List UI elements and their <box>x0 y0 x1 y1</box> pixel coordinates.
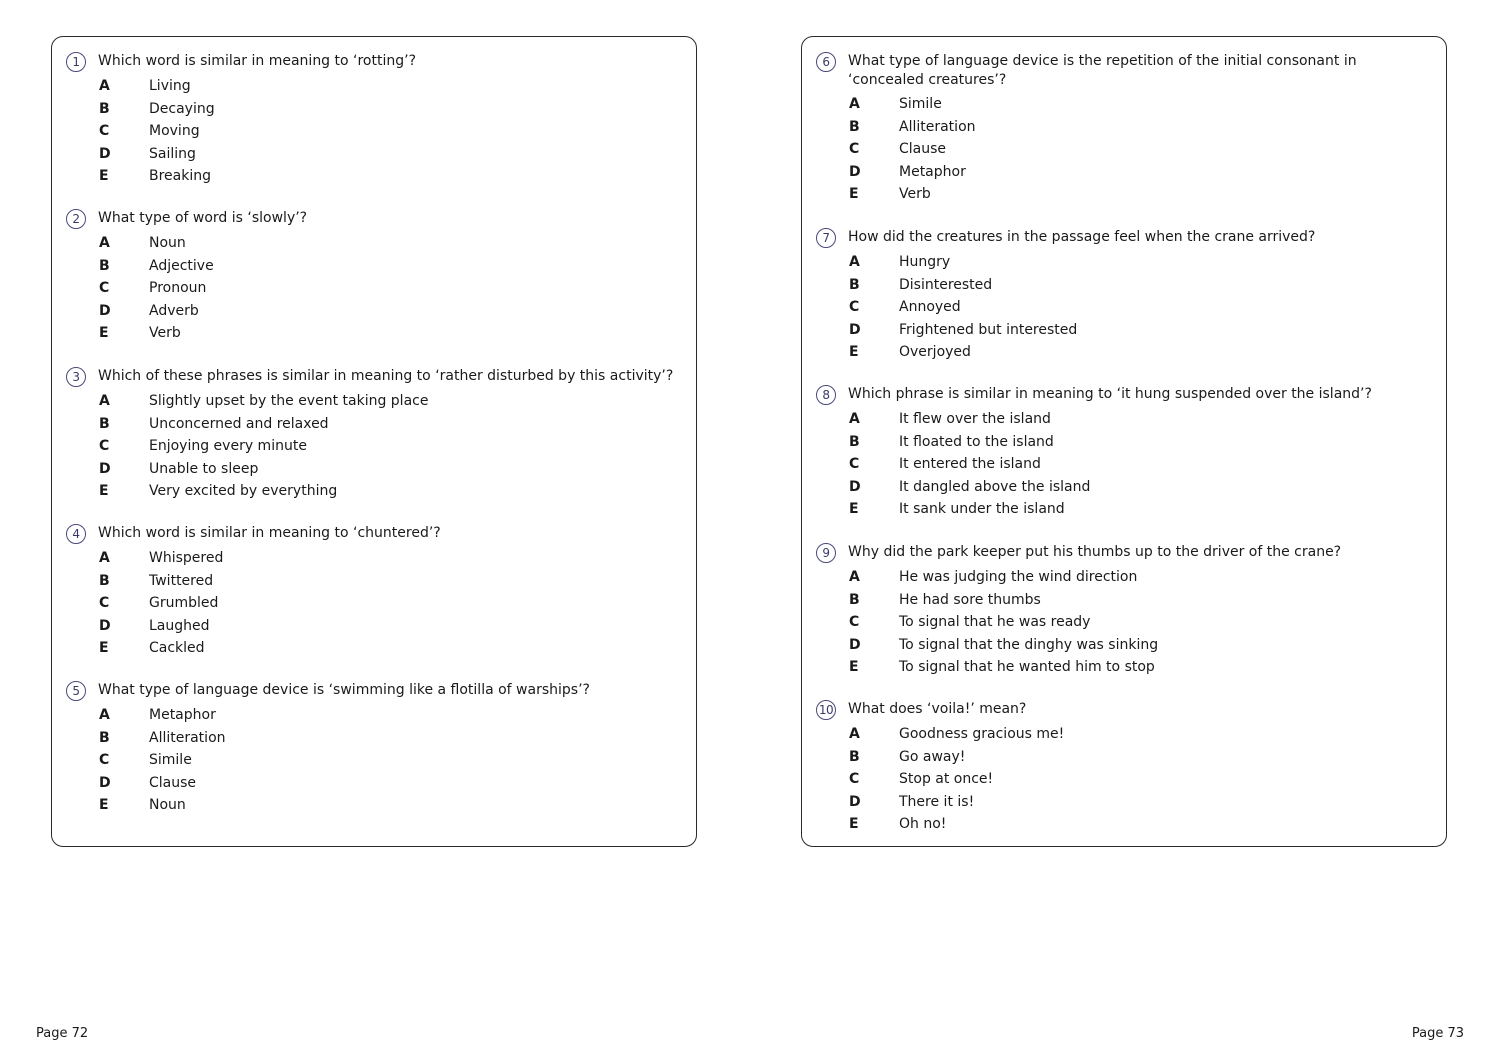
answer-option <box>816 813 1426 836</box>
option-letter: D <box>849 793 861 810</box>
option-letter: A <box>849 254 860 271</box>
answer-option <box>816 589 1426 612</box>
option-text: Laughed <box>149 617 210 634</box>
option-text: Pronoun <box>149 280 207 297</box>
option-text: Decaying <box>149 100 215 117</box>
question-number-badge: 8 <box>816 385 836 405</box>
option-letter: C <box>99 123 110 140</box>
option-letter: D <box>99 774 111 791</box>
question-5 <box>66 681 676 817</box>
option-letter: A <box>849 411 860 428</box>
option-letter: D <box>849 478 861 495</box>
question-text: What does ‘voila!’ mean? <box>848 701 1027 717</box>
answer-option <box>816 408 1426 431</box>
option-letter: A <box>99 393 110 410</box>
question-text: Which of these phrases is similar in meaning to ‘rather disturbed by this activity’? <box>98 368 674 384</box>
option-text: Metaphor <box>899 163 966 180</box>
option-letter: D <box>99 460 111 477</box>
option-text: Hungry <box>899 254 951 271</box>
question-text: What type of word is ‘slowly’? <box>98 210 308 226</box>
answer-option <box>816 116 1426 139</box>
question-text: Why did the park keeper put his thumbs up to the driver of the crane? <box>848 544 1342 560</box>
option-text: Verb <box>149 325 181 342</box>
answer-option <box>66 277 676 300</box>
option-letter: C <box>99 595 110 612</box>
option-letter: E <box>99 168 109 185</box>
answer-option <box>816 251 1426 274</box>
option-text: Whispered <box>149 550 224 567</box>
answer-option <box>66 592 676 615</box>
question-2 <box>66 209 676 345</box>
option-letter: B <box>99 415 110 432</box>
question-number-badge: 10 <box>816 700 836 720</box>
option-letter: A <box>849 569 860 586</box>
option-text: Metaphor <box>149 707 216 724</box>
question-1 <box>66 52 676 188</box>
answer-option <box>816 768 1426 791</box>
option-letter: D <box>99 302 111 319</box>
option-text: Noun <box>149 797 186 814</box>
question-text: What type of language device is ‘swimming like a flotilla of warships’? <box>98 682 590 698</box>
option-text: Annoyed <box>899 299 961 316</box>
question-8 <box>816 385 1426 521</box>
option-text: He was judging the wind direction <box>899 569 1138 586</box>
answer-option <box>816 746 1426 769</box>
option-letter: D <box>849 636 861 653</box>
answer-option <box>66 255 676 278</box>
option-letter: D <box>849 163 861 180</box>
question-9 <box>816 543 1426 679</box>
answer-option <box>66 570 676 593</box>
question-6 <box>816 52 1426 206</box>
page-number-right: Page 73 <box>1411 1026 1464 1041</box>
option-text: Oh no! <box>899 816 947 833</box>
option-text: Twittered <box>149 572 214 589</box>
answer-option <box>816 453 1426 476</box>
question-number-badge: 1 <box>66 52 86 72</box>
option-letter: C <box>849 614 860 631</box>
option-text: Unable to sleep <box>149 460 259 477</box>
answer-option <box>816 341 1426 364</box>
option-letter: C <box>99 438 110 455</box>
option-text: Go away! <box>899 748 966 765</box>
answer-option <box>66 98 676 121</box>
answer-option <box>66 390 676 413</box>
answer-option <box>66 75 676 98</box>
answer-option <box>816 274 1426 297</box>
option-letter: C <box>849 771 860 788</box>
answer-option <box>66 143 676 166</box>
option-letter: E <box>99 797 109 814</box>
option-text: Stop at once! <box>899 771 994 788</box>
option-text: To signal that the dinghy was sinking <box>899 636 1159 653</box>
answer-option <box>66 458 676 481</box>
option-letter: E <box>99 325 109 342</box>
option-letter: D <box>99 145 111 162</box>
option-letter: B <box>99 729 110 746</box>
option-letter: E <box>99 640 109 657</box>
answer-option <box>66 727 676 750</box>
option-text: He had sore thumbs <box>899 591 1041 608</box>
answer-option <box>66 615 676 638</box>
option-text: Clause <box>899 141 947 158</box>
question-text: Which word is similar in meaning to ‘rotting’? <box>98 53 417 69</box>
answer-option <box>816 723 1426 746</box>
option-letter: E <box>849 659 859 676</box>
answer-option <box>816 138 1426 161</box>
answer-option <box>66 413 676 436</box>
answer-option <box>816 183 1426 206</box>
question-text: Which phrase is similar in meaning to ‘it hung suspended over the island’? <box>848 386 1372 402</box>
option-letter: A <box>99 707 110 724</box>
question-number-badge: 2 <box>66 209 86 229</box>
answer-option <box>66 637 676 660</box>
question-number-badge: 3 <box>66 367 86 387</box>
option-text: Breaking <box>149 168 212 185</box>
answer-option <box>66 120 676 143</box>
option-letter: B <box>849 748 860 765</box>
answer-option <box>66 704 676 727</box>
answer-option <box>816 93 1426 116</box>
answer-option <box>816 656 1426 679</box>
question-4 <box>66 524 676 660</box>
question-number-badge: 6 <box>816 52 836 72</box>
answer-option <box>66 165 676 188</box>
option-text: Grumbled <box>149 595 219 612</box>
answer-option <box>66 480 676 503</box>
option-letter: E <box>849 501 859 518</box>
answer-option <box>816 611 1426 634</box>
question-10 <box>816 700 1426 836</box>
option-text: Frightened but interested <box>899 321 1078 338</box>
answer-option <box>66 794 676 817</box>
answer-option <box>66 547 676 570</box>
option-text: Adverb <box>149 302 199 319</box>
option-letter: A <box>99 78 110 95</box>
option-letter: A <box>849 96 860 113</box>
questions-panel-right <box>801 36 1447 847</box>
option-letter: E <box>849 344 859 361</box>
option-letter: B <box>99 257 110 274</box>
question-text: Which word is similar in meaning to ‘chuntered’? <box>98 525 441 541</box>
answer-option <box>816 296 1426 319</box>
option-text: Alliteration <box>899 118 976 135</box>
option-letter: B <box>99 100 110 117</box>
option-letter: D <box>99 617 111 634</box>
option-letter: A <box>99 235 110 252</box>
option-text: Overjoyed <box>899 344 971 361</box>
option-letter: B <box>99 572 110 589</box>
option-text: It sank under the island <box>899 501 1065 518</box>
option-text: Cackled <box>149 640 205 657</box>
option-text: Slightly upset by the event taking place <box>149 393 429 410</box>
option-letter: C <box>849 141 860 158</box>
option-text: Moving <box>149 123 200 140</box>
answer-option <box>816 791 1426 814</box>
option-letter: C <box>849 299 860 316</box>
option-letter: D <box>849 321 861 338</box>
answer-option <box>66 322 676 345</box>
answer-option <box>816 566 1426 589</box>
questions-panel-left <box>51 36 697 847</box>
option-letter: C <box>99 280 110 297</box>
option-text: Adjective <box>149 257 214 274</box>
option-letter: B <box>849 118 860 135</box>
option-letter: A <box>99 550 110 567</box>
question-text: How did the creatures in the passage feel when the crane arrived? <box>848 229 1316 245</box>
question-7 <box>816 228 1426 364</box>
option-text: Living <box>149 78 191 95</box>
option-text: To signal that he wanted him to stop <box>899 659 1155 676</box>
option-letter: B <box>849 433 860 450</box>
answer-option <box>816 161 1426 184</box>
option-text: Very excited by everything <box>149 483 338 500</box>
option-letter: C <box>99 752 110 769</box>
answer-option <box>66 300 676 323</box>
option-letter: C <box>849 456 860 473</box>
option-letter: A <box>849 726 860 743</box>
question-text: What type of language device is the repetition of the initial consonant in ‘concealed creatures’? <box>848 53 1357 88</box>
answer-option <box>66 749 676 772</box>
option-text: It entered the island <box>899 456 1041 473</box>
option-letter: E <box>849 816 859 833</box>
answer-option <box>66 232 676 255</box>
option-text: Disinterested <box>899 276 993 293</box>
option-text: Unconcerned and relaxed <box>149 415 329 432</box>
answer-option <box>816 476 1426 499</box>
option-text: Enjoying every minute <box>149 438 307 455</box>
answer-option <box>66 772 676 795</box>
answer-option <box>816 634 1426 657</box>
answer-option <box>816 319 1426 342</box>
option-letter: E <box>849 186 859 203</box>
option-text: Simile <box>899 96 942 113</box>
option-text: Sailing <box>149 145 196 162</box>
question-number-badge: 4 <box>66 524 86 544</box>
option-text: It floated to the island <box>899 433 1054 450</box>
question-number-badge: 5 <box>66 681 86 701</box>
page-number-left: Page 72 <box>36 1026 89 1041</box>
option-text: It flew over the island <box>899 411 1051 428</box>
option-text: It dangled above the island <box>899 478 1091 495</box>
option-text: Goodness gracious me! <box>899 726 1065 743</box>
option-text: There it is! <box>899 793 975 810</box>
option-text: Alliteration <box>149 729 226 746</box>
option-letter: B <box>849 591 860 608</box>
question-number-badge: 9 <box>816 543 836 563</box>
option-text: Verb <box>899 186 931 203</box>
question-number-badge: 7 <box>816 228 836 248</box>
option-text: To signal that he was ready <box>899 614 1091 631</box>
answer-option <box>816 498 1426 521</box>
answer-option <box>66 435 676 458</box>
option-text: Simile <box>149 752 192 769</box>
option-letter: B <box>849 276 860 293</box>
option-text: Clause <box>149 774 197 791</box>
answer-option <box>816 431 1426 454</box>
question-3 <box>66 367 676 503</box>
option-letter: E <box>99 483 109 500</box>
option-text: Noun <box>149 235 186 252</box>
